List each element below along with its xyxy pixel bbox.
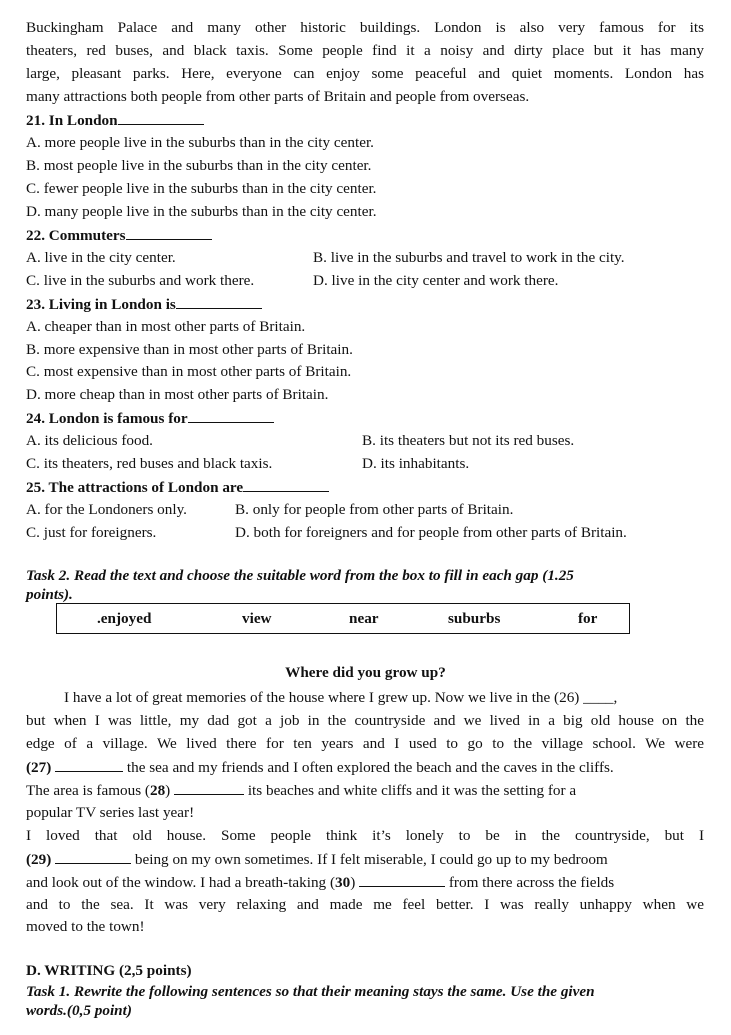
writing-heading: D. WRITING (2,5 points) bbox=[26, 962, 192, 979]
answer-blank bbox=[126, 225, 212, 240]
q21-option-a: A. more people live in the suburbs than in the city center. bbox=[26, 134, 374, 151]
gap-30-blank bbox=[359, 872, 445, 887]
gap-27-number: (27) bbox=[26, 759, 52, 776]
reading-line-3: large, pleasant parks. Here, everyone can enjoy some peaceful and quiet moments. London has bbox=[26, 65, 704, 82]
passage-line-1: I have a lot of great memories of the house where I grew up. Now we live in the (26) ____, bbox=[64, 689, 618, 706]
passage-line-6: popular TV series last year! bbox=[26, 804, 195, 821]
q25-option-d: D. both for foreigners and for people from other parts of Britain. bbox=[235, 524, 627, 541]
passage-line-4-text: the sea and my friends and I often explored the beach and the caves in the cliffs. bbox=[123, 759, 614, 776]
q24-option-c: C. its theaters, red buses and black taxis. bbox=[26, 455, 273, 472]
word-box-item-3: near bbox=[349, 610, 379, 627]
q25-option-a: A. for the Londoners only. bbox=[26, 501, 187, 518]
reading-line-1: Buckingham Palace and many other historic buildings. London is also very famous for its bbox=[26, 19, 704, 36]
task2-instruction-line-1: Task 2. Read the text and choose the suitable word from the box to fill in each gap (1.25 bbox=[26, 567, 574, 584]
gap-27-blank bbox=[55, 757, 123, 772]
q23-option-d: D. more cheap than in most other parts of Britain. bbox=[26, 386, 329, 403]
passage-line-5-paren: ) bbox=[165, 782, 171, 799]
answer-blank bbox=[188, 408, 274, 423]
question-23-stem: 23. Living in London is bbox=[26, 296, 176, 313]
q23-option-c: C. most expensive than in most other parts of Britain. bbox=[26, 363, 352, 380]
passage-line-8-text: being on my own sometimes. If I felt miserable, I could go up to my bedroom bbox=[131, 851, 608, 868]
q24-option-b: B. its theaters but not its red buses. bbox=[362, 432, 575, 449]
passage-line-5 bbox=[26, 780, 576, 801]
gap-29-blank bbox=[55, 849, 131, 864]
q21-option-b: B. most people live in the suburbs than in the city center. bbox=[26, 157, 372, 174]
word-box-item-4: suburbs bbox=[448, 610, 501, 627]
q25-option-b: B. only for people from other parts of Britain. bbox=[235, 501, 514, 518]
q21-option-c: C. fewer people live in the suburbs than in the city center. bbox=[26, 180, 377, 197]
question-21-stem: 21. In London bbox=[26, 112, 118, 129]
passage-line-7: I loved that old house. Some people think it’s lonely to be in the countryside, but I bbox=[26, 827, 704, 844]
word-box bbox=[56, 603, 630, 634]
answer-blank bbox=[243, 477, 329, 492]
passage-line-9-rest: from there across the fields bbox=[445, 874, 615, 891]
passage-line-10: and to the sea. It was very relaxing and made me feel better. I was really unhappy when we bbox=[26, 896, 704, 913]
question-24 bbox=[26, 408, 274, 429]
q24-option-a: A. its delicious food. bbox=[26, 432, 153, 449]
question-21 bbox=[26, 110, 204, 131]
reading-line-2: theaters, red buses, and black taxis. Some people find it a noisy and dirty place but it has many bbox=[26, 42, 704, 59]
question-22-stem: 22. Commuters bbox=[26, 227, 126, 244]
q24-option-d: D. its inhabitants. bbox=[362, 455, 470, 472]
word-box-item-2: view bbox=[242, 610, 272, 627]
writing-task1-line-2: words.(0,5 point) bbox=[26, 1002, 132, 1019]
passage-line-9-text: and look out of the window. I had a breath-taking ( bbox=[26, 874, 336, 891]
q22-option-a: A. live in the city center. bbox=[26, 249, 176, 266]
question-23 bbox=[26, 294, 262, 315]
question-25 bbox=[26, 477, 329, 498]
gap-28-number: 28 bbox=[149, 782, 166, 799]
passage-line-5-rest: its beaches and white cliffs and it was the setting for a bbox=[244, 782, 577, 799]
writing-task1-line-1: Task 1. Rewrite the following sentences so that their meaning stays the same. Use the given bbox=[26, 983, 595, 1000]
passage-line-9 bbox=[26, 872, 614, 893]
task2-instruction-line-2: points). bbox=[26, 586, 73, 603]
reading-line-4: many attractions both people from other parts of Britain and people from overseas. bbox=[26, 88, 530, 105]
word-box-item-1: .enjoyed bbox=[97, 610, 152, 627]
answer-blank bbox=[118, 110, 204, 125]
q22-option-d: D. live in the city center and work there. bbox=[313, 272, 559, 289]
passage-line-9-paren: ) bbox=[350, 874, 356, 891]
q25-option-c: C. just for foreigners. bbox=[26, 524, 157, 541]
passage-line-8 bbox=[26, 849, 608, 870]
question-24-stem: 24. London is famous for bbox=[26, 410, 188, 427]
q21-option-d: D. many people live in the suburbs than in the city center. bbox=[26, 203, 377, 220]
question-22 bbox=[26, 225, 212, 246]
passage-line-3: edge of a village. We lived there for ten years and I used to go to the village school. We were bbox=[26, 735, 704, 752]
q22-option-c: C. live in the suburbs and work there. bbox=[26, 272, 255, 289]
passage-title: Where did you grow up? bbox=[285, 664, 446, 681]
gap-28-blank bbox=[174, 780, 244, 795]
q22-option-b: B. live in the suburbs and travel to work in the city. bbox=[313, 249, 625, 266]
passage-line-5-text: The area is famous ( bbox=[26, 782, 150, 799]
word-box-item-5: for bbox=[578, 610, 598, 627]
question-25-stem: 25. The attractions of London are bbox=[26, 479, 244, 496]
q23-option-a: A. cheaper than in most other parts of Britain. bbox=[26, 318, 306, 335]
gap-29-number: (29) bbox=[26, 851, 52, 868]
passage-line-4 bbox=[26, 757, 614, 778]
q23-option-b: B. more expensive than in most other parts of Britain. bbox=[26, 341, 353, 358]
gap-30-number: 30 bbox=[335, 874, 351, 891]
answer-blank bbox=[176, 294, 262, 309]
passage-line-2: but when I was little, my dad got a job in the countryside and we lived in a big old house on the bbox=[26, 712, 704, 729]
passage-line-11: moved to the town! bbox=[26, 918, 145, 935]
